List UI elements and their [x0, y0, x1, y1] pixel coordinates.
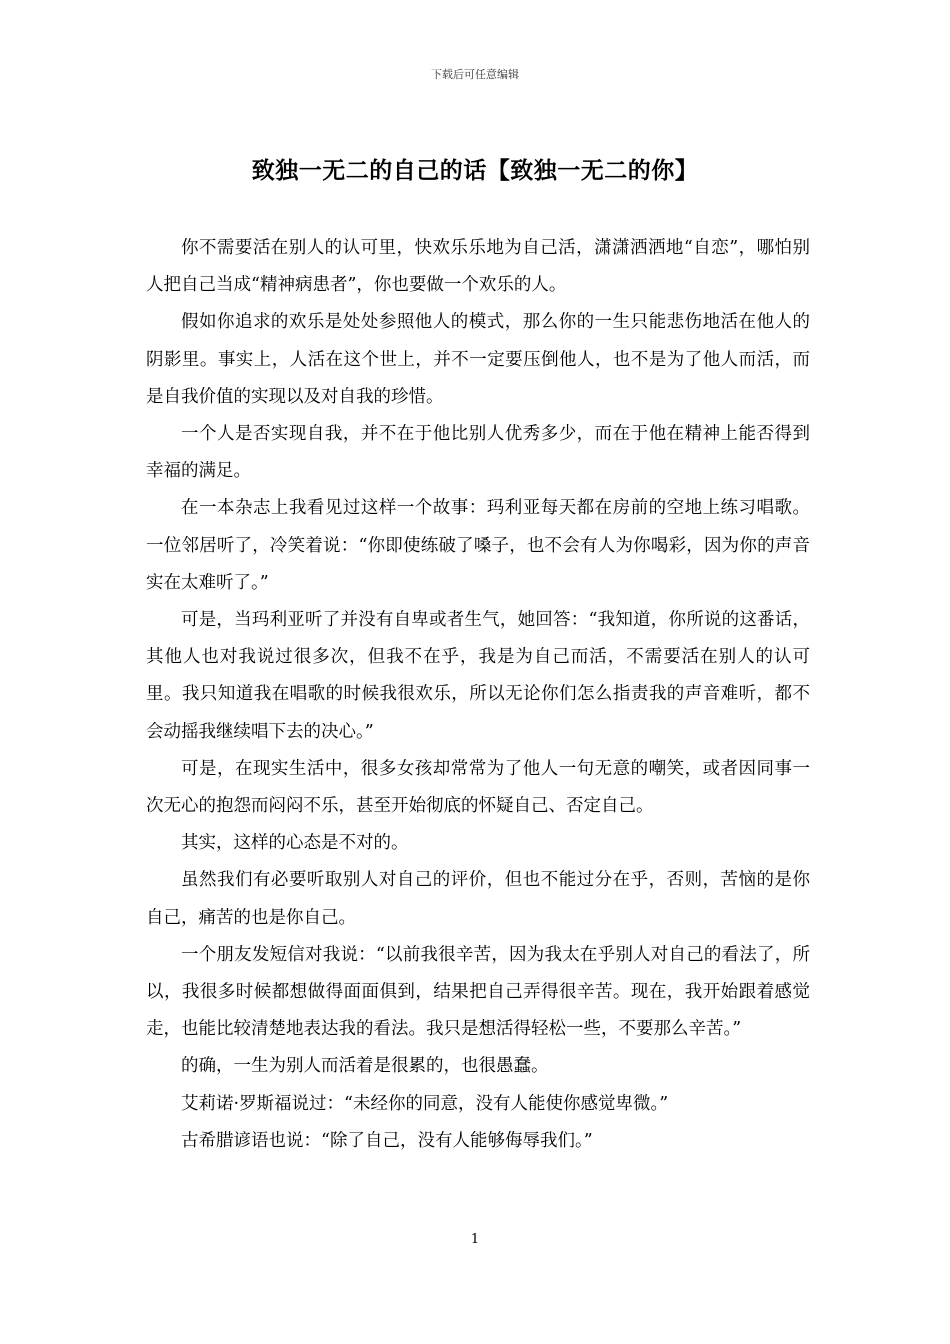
paragraph: 其实，这样的心态是不对的。	[181, 833, 409, 854]
paragraph: 你不需要活在别人的认可里，快欢乐乐地为自己活，潇潇洒洒地“自恋”，哪怕别人把自己当成“精神病患者”，你也要做一个欢乐的人。	[146, 238, 810, 296]
document-body	[146, 230, 810, 1160]
header-note: 下载后可任意编辑	[431, 68, 519, 81]
paragraph: 一个人是否实现自我，并不在于他比别人优秀多少，而在于他在精神上能否得到幸福的满足。	[146, 424, 810, 482]
paragraph: 古希腊谚语也说：“除了自己，没有人能够侮辱我们。”	[181, 1130, 593, 1151]
paragraph: 在一本杂志上我看见过这样一个故事：玛利亚每天都在房前的空地上练习唱歌。一位邻居听了，冷笑着说：“你即使练破了嗓子，也不会有人为你喝彩，因为你的声音实在太难听了。”	[146, 498, 810, 593]
paragraph: 艾莉诺·罗斯福说过：“未经你的同意，没有人能使你感觉卑微。”	[181, 1093, 669, 1114]
paragraph: 假如你追求的欢乐是处处参照他人的模式，那么你的一生只能悲伤地活在他人的阴影里。事实上，人活在这个世上，并不一定要压倒他人，也不是为了他人而活，而是自我价值的实现以及对自我的珍惜。	[146, 312, 810, 407]
paragraph: 虽然我们有必要听取别人对自己的评价，但也不能过分在乎，否则，苦恼的是你自己，痛苦的也是你自己。	[146, 870, 810, 928]
document-title: 致独一无二的自己的话【致独一无二的你】	[251, 158, 699, 184]
paragraph: 的确，一生为别人而活着是很累的，也很愚蠢。	[181, 1056, 549, 1077]
page-number: 1	[470, 1232, 480, 1247]
paragraph: 可是，在现实生活中，很多女孩却常常为了他人一句无意的嘲笑，或者因同事一次无心的抱怨而闷闷不乐，甚至开始彻底的怀疑自己、否定自己。	[146, 758, 810, 817]
paragraph: 可是，当玛利亚听了并没有自卑或者生气，她回答：“我知道，你所说的这番话，其他人也对我说过很多次，但我不在乎，我是为自己而活，不需要活在别人的认可里。我只知道我在唱歌的时候我很欢乐，所以无论你们怎么指责我的声音难听，都不会动摇我继续唱下去的决心。”	[146, 610, 810, 742]
paragraph: 一个朋友发短信对我说：“以前我很辛苦，因为我太在乎别人对自己的看法了，所以，我很多时候都想做得面面俱到，结果把自己弄得很辛苦。现在，我开始跟着感觉走，也能比较清楚地表达我的看法。我只是想活得轻松一些，不要那么辛苦。”	[146, 944, 810, 1040]
